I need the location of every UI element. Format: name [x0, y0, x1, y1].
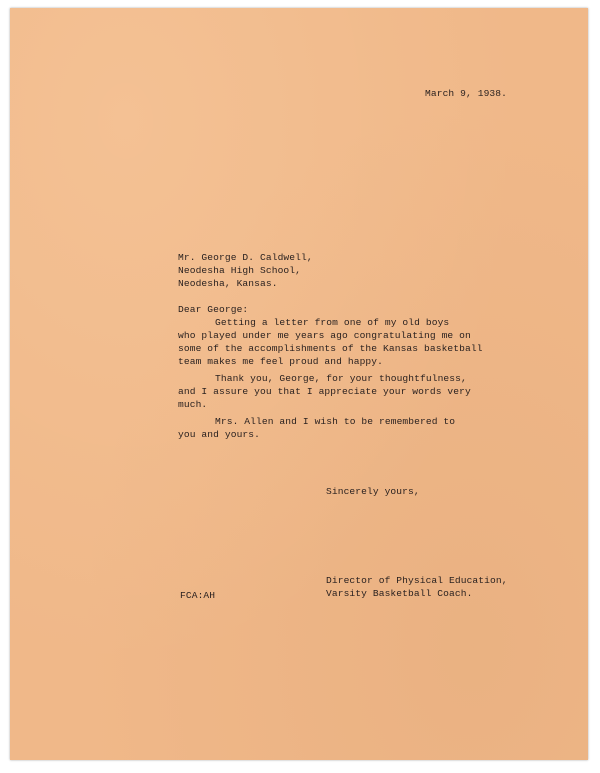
paragraph-line: Getting a letter from one of my old boys [215, 317, 450, 328]
salutation: Dear George: [178, 304, 249, 315]
letter-date: March 9, 1938. [425, 88, 508, 99]
signature-title-line: Varsity Basketball Coach. [326, 588, 473, 599]
paragraph-line: team makes me feel proud and happy. [178, 356, 384, 367]
paragraph-line: and I assure you that I appreciate your words very [178, 386, 471, 397]
recipient-name: Mr. George D. Caldwell, [178, 252, 313, 263]
recipient-school: Neodesha High School, [178, 265, 302, 276]
typist-initials: FCA:AH [180, 590, 216, 601]
paragraph-line: Thank you, George, for your thoughtfulness, [215, 373, 467, 384]
signature-title-line: Director of Physical Education, [326, 575, 508, 586]
paragraph-line: some of the accomplishments of the Kansas basketball [178, 343, 483, 354]
paragraph-line: you and yours. [178, 429, 261, 440]
paragraph-line: much. [178, 399, 208, 410]
letter-page [10, 8, 588, 760]
paragraph-line: who played under me years ago congratulating me on [178, 330, 471, 341]
closing: Sincerely yours, [326, 486, 420, 497]
recipient-city: Neodesha, Kansas. [178, 278, 278, 289]
paragraph-line: Mrs. Allen and I wish to be remembered to [215, 416, 456, 427]
